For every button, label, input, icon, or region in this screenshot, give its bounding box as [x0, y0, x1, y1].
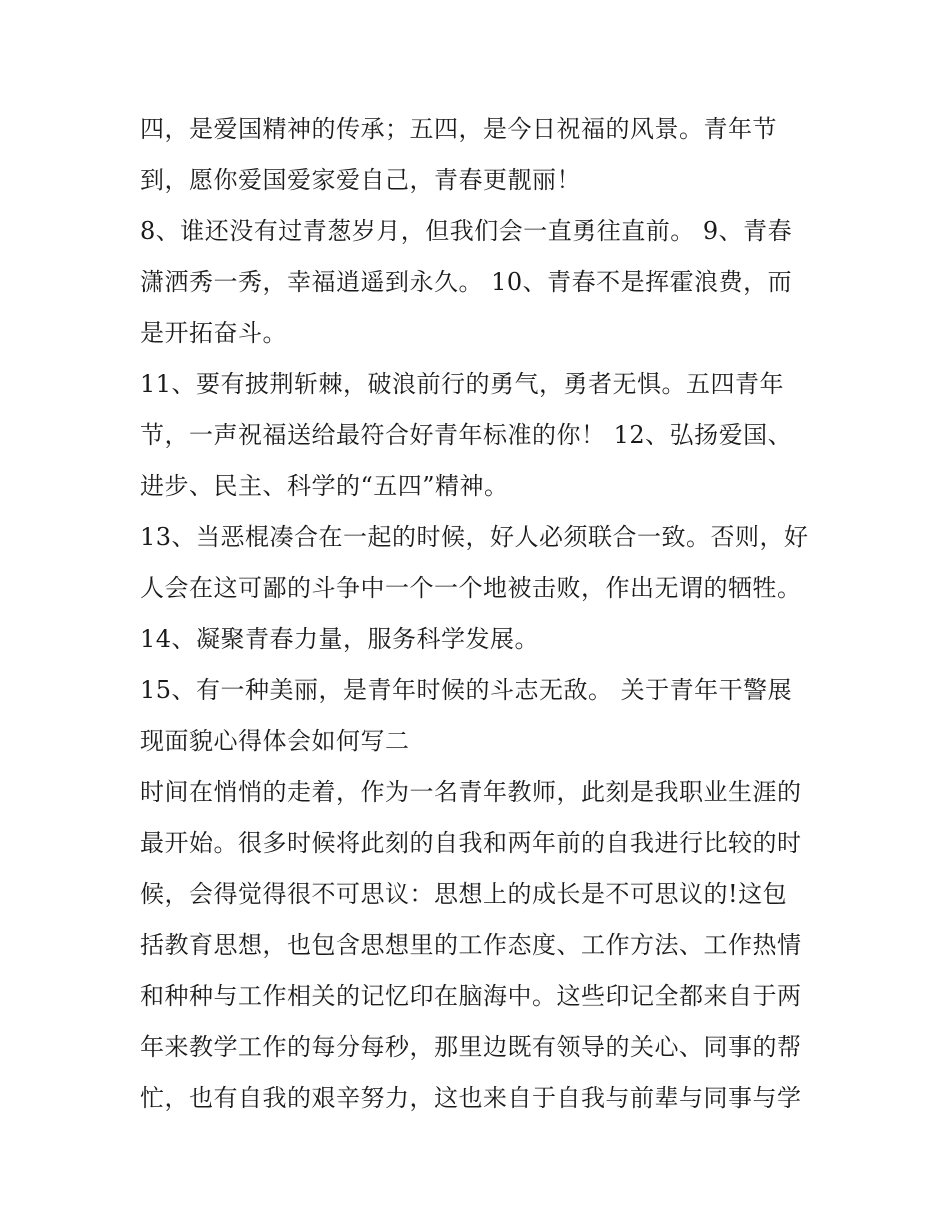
text-line: 潇洒秀一秀，幸福逍遥到永久。 10、青春不是挥霍浪费，而: [140, 268, 793, 296]
text-line: 14、凝聚青春力量，服务科学发展。: [140, 625, 540, 653]
document-body: [140, 104, 820, 1124]
text-line: 8、谁还没有过青葱岁月，但我们会一直勇往直前。 9、青春: [140, 217, 793, 245]
text-line: 现面貌心得体会如何写二: [140, 727, 410, 755]
text-line: 11、要有披荆斩棘，破浪前行的勇气，勇者无惧。五四青年: [140, 370, 785, 398]
text-line: 到，愿你爱国爱家爱自己，青春更靓丽！: [140, 166, 581, 194]
text-line: 时间在悄悄的走着，作为一名青年教师，此刻是我职业生涯的: [140, 778, 802, 806]
text-line: 年来教学工作的每分每秒，那里边既有领导的关心、同事的帮: [140, 1033, 802, 1061]
text-line: 13、当恶棍凑合在一起的时候，好人必须联合一致。否则，好: [140, 523, 809, 551]
text-line: 最开始。很多时候将此刻的自我和两年前的自我进行比较的时: [140, 829, 802, 857]
text-line: 四，是爱国精神的传承；五四，是今日祝福的风景。青年节: [140, 115, 777, 143]
text-line: 进步、民主、科学的“五四”精神。: [140, 472, 509, 500]
text-line: 是开拓奋斗。: [140, 319, 287, 347]
text-line: 人会在这可鄙的斗争中一个一个地被击败，作出无谓的牺牲。: [140, 574, 802, 602]
text-line: 15、有一种美丽，是青年时候的斗志无敌。 关于青年干警展: [140, 676, 793, 704]
text-line: 和种种与工作相关的记忆印在脑海中。这些印记全都来自于两: [140, 982, 802, 1010]
text-line: 候，会得觉得很不可思议：思想上的成长是不可思议的!这包: [140, 880, 788, 908]
text-line: 忙，也有自我的艰辛努力，这也来自于自我与前辈与同事与学: [140, 1084, 802, 1112]
text-line: 括教育思想，也包含思想里的工作态度、工作方法、工作热情: [140, 931, 802, 959]
text-line: 节，一声祝福送给最符合好青年标准的你！ 12、弘扬爱国、: [140, 421, 793, 449]
